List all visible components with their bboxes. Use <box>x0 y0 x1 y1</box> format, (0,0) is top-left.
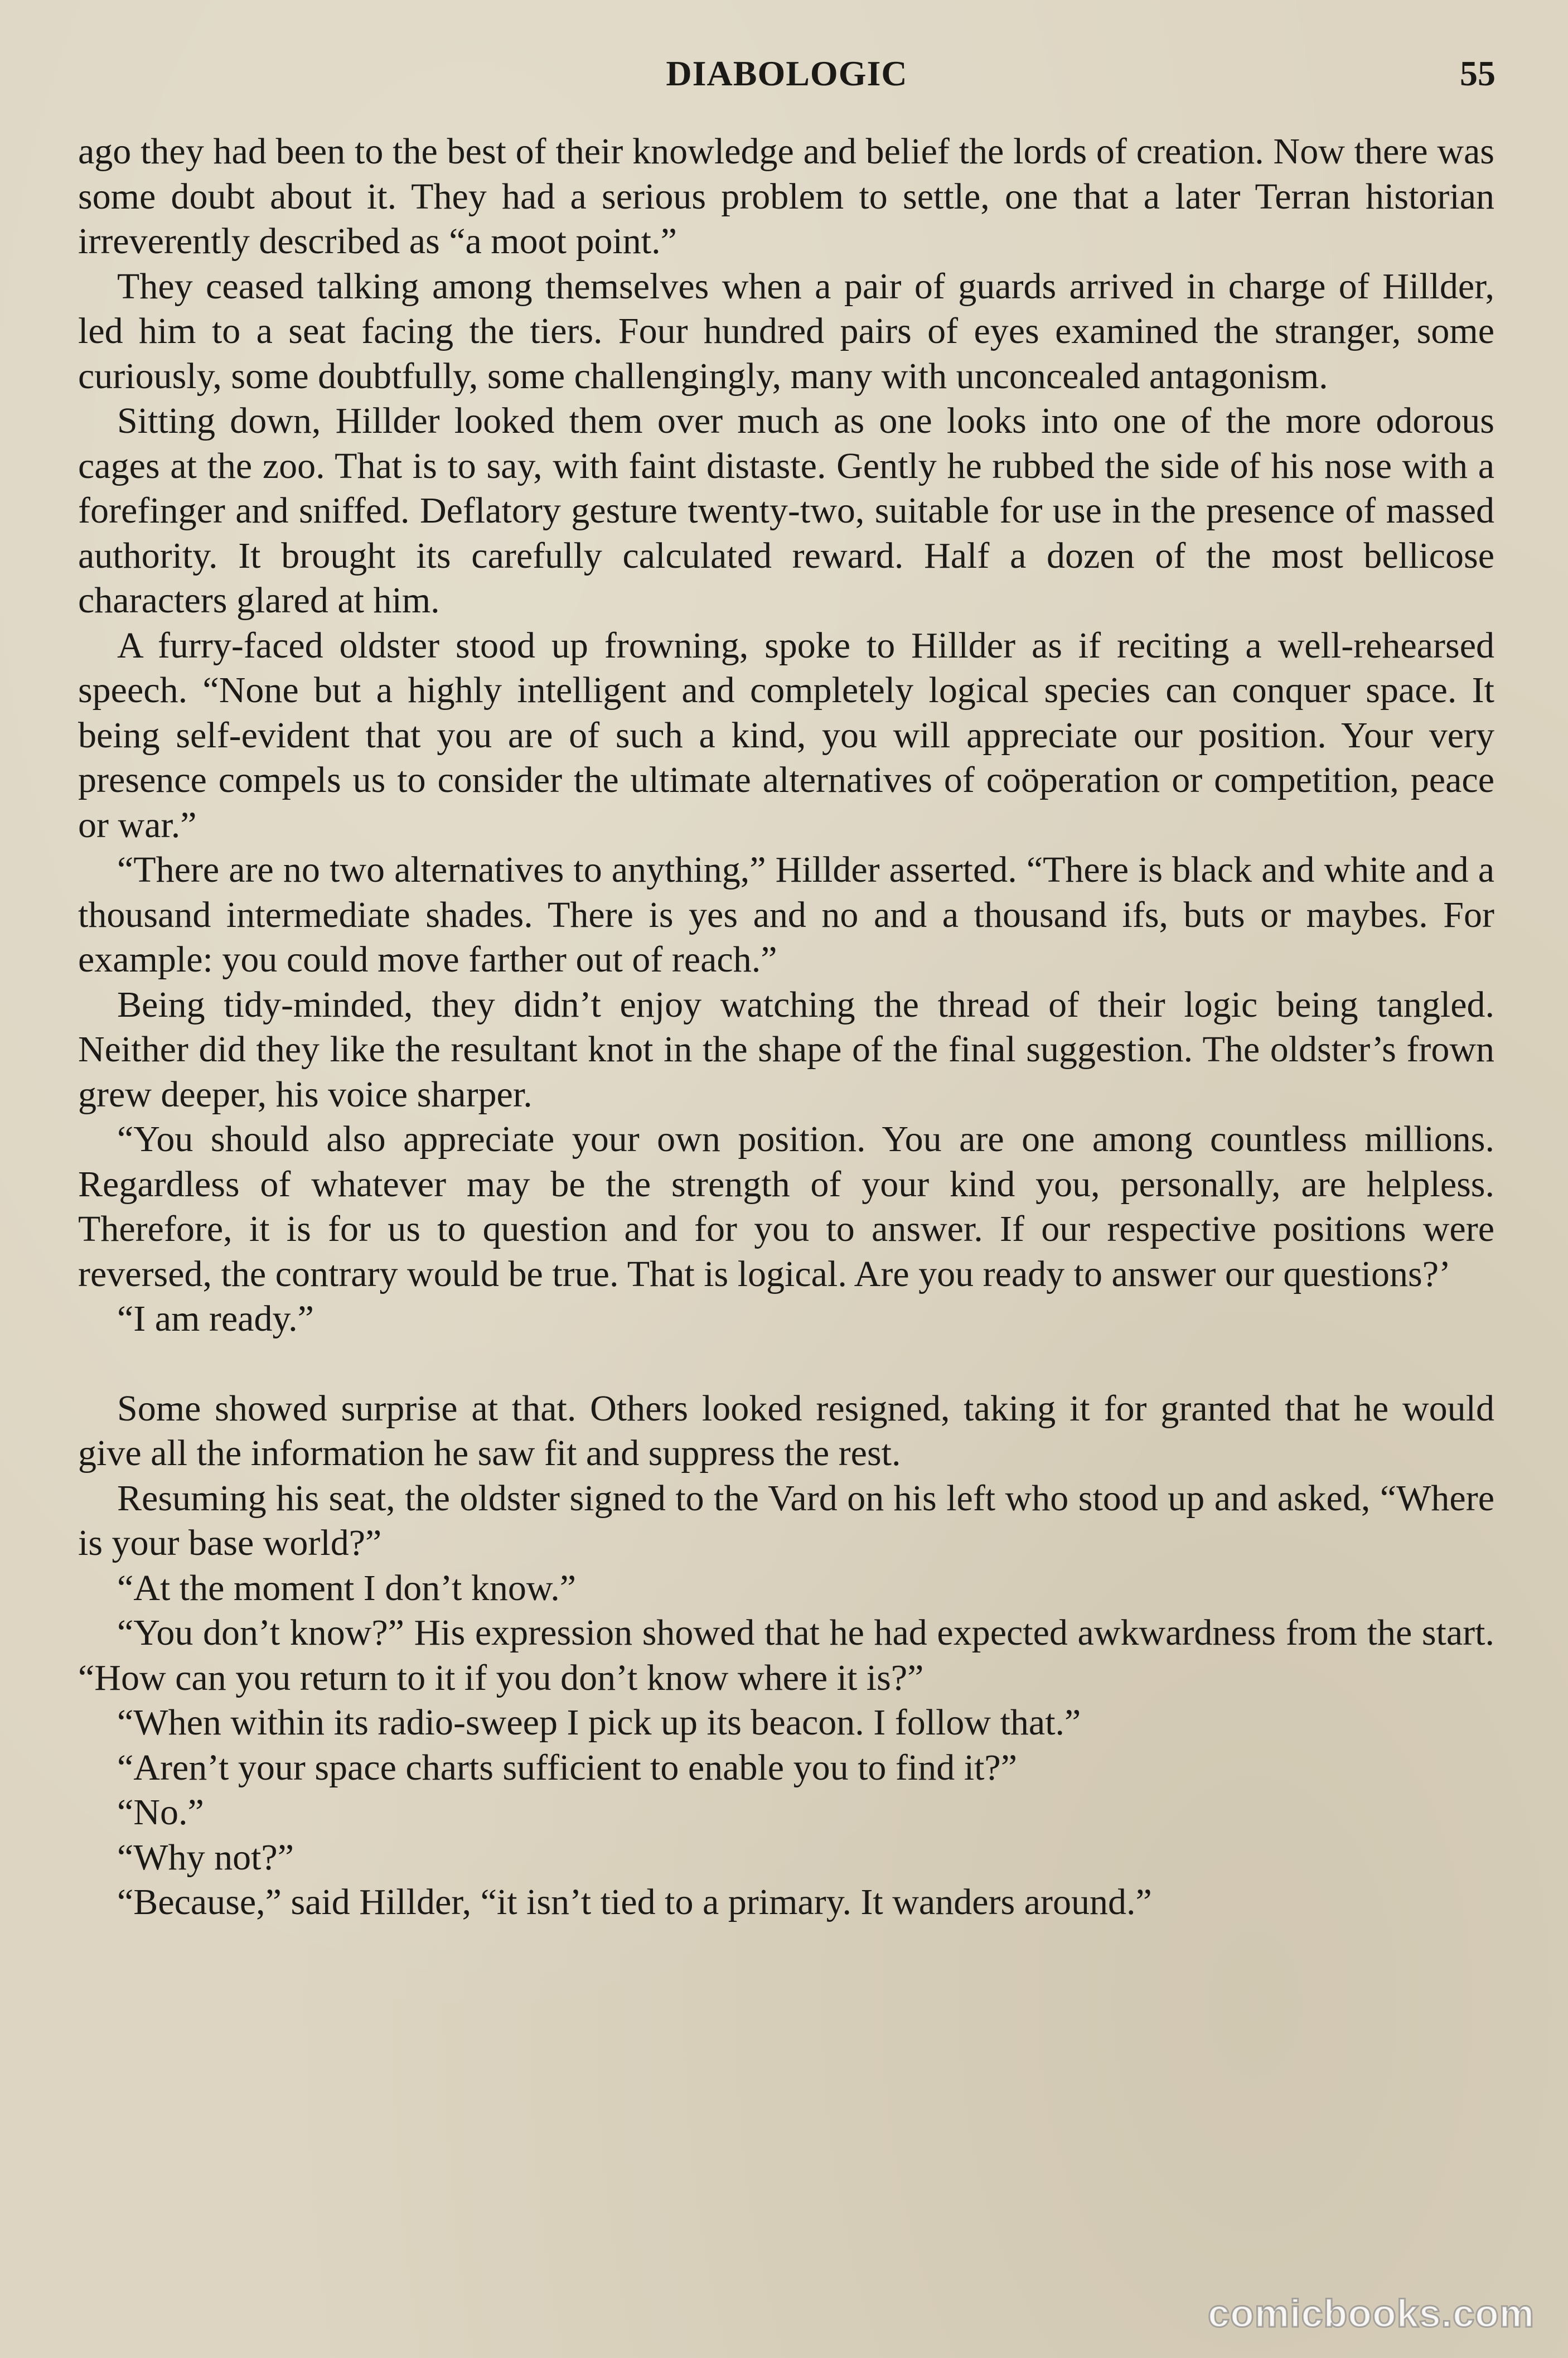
paragraph: “There are no two alternatives to anything,” Hillder asserted. “There is black and white and a thousand intermediate shades. There is yes and no and a thousand ifs, buts or maybes. For example: you could move farther out of reach.” <box>78 849 1494 980</box>
paragraph: “Because,” said Hillder, “it isn’t tied to a primary. It wanders around.” <box>117 1882 1152 1922</box>
paragraph: “No.” <box>117 1792 204 1833</box>
paragraph: A furry-faced oldster stood up frowning, spoke to Hillder as if reciting a well-rehearsed speech. “None but a highly intelligent and completely logical species can conquer space. It being self-evident that you are of such a kind, you will appreciate our position. Your very presence compels us to consider the ultimate alternatives of coöperation or competition, peace or war.” <box>78 625 1494 845</box>
paragraph: They ceased talking among themselves when a pair of guards arrived in charge of Hillder, led him to a seat facing the tiers. Four hundred pairs of eyes examined the stranger, some curiously, some doubtfully, some challengingly, many with unconcealed antagonism. <box>78 265 1494 397</box>
page-header <box>78 53 1496 103</box>
paragraph: “When within its radio-sweep I pick up its beacon. I follow that.” <box>117 1702 1081 1743</box>
page-number: 55 <box>1460 54 1496 93</box>
paragraph: “Aren’t your space charts sufficient to enable you to find it?” <box>117 1747 1018 1788</box>
paragraph: ago they had been to the best of their knowledge and belief the lords of creation. Now there was some doubt about it. They had a serious problem to settle, one that a later Terran historian irreverently described as “a moot point.” <box>78 131 1494 262</box>
body-text <box>78 129 1494 1925</box>
paragraph: “You don’t know?” His expression showed that he had expected awkwardness from the start. “How can you return to it if you don’t know where it is?” <box>78 1612 1494 1698</box>
paragraph: Sitting down, Hillder looked them over much as one looks into one of the more odorous cages at the zoo. That is to say, with faint distaste. Gently he rubbed the side of his nose with a forefinger and sniffed. Deflatory gesture twenty-two, suitable for use in the presence of massed authority. It brought its carefully calculated reward. Half a dozen of the most bellicose characters glared at him. <box>78 400 1494 621</box>
paragraph: “At the moment I don’t know.” <box>117 1567 577 1608</box>
paragraph: “You should also appreciate your own position. You are one among countless millions. Regardless of whatever may be the strength of your kind you, personally, are helpless. Therefore, it is for us to question and for you to answer. If our respective positions were reversed, the contrary would be true. That is logical. Are you ready to answer our questions?’ <box>78 1119 1494 1294</box>
paragraph: Resuming his seat, the oldster signed to the Vard on his left who stood up and asked, “Where is your base world?” <box>78 1477 1494 1563</box>
running-title: DIABOLOGIC <box>666 54 908 93</box>
paragraph: “Why not?” <box>117 1837 294 1878</box>
paragraph: “I am ready.” <box>117 1298 314 1339</box>
paragraph: Some showed surprise at that. Others looked resigned, taking it for granted that he would give all the information he saw fit and suppress the rest. <box>78 1388 1494 1473</box>
paragraph: Being tidy-minded, they didn’t enjoy watching the thread of their logic being tangled. Neither did they like the resultant knot in the shape of the final suggestion. The oldster’s frown grew deeper, his voice sharper. <box>78 984 1494 1115</box>
watermark: comicbooks.com <box>1208 2292 1535 2335</box>
